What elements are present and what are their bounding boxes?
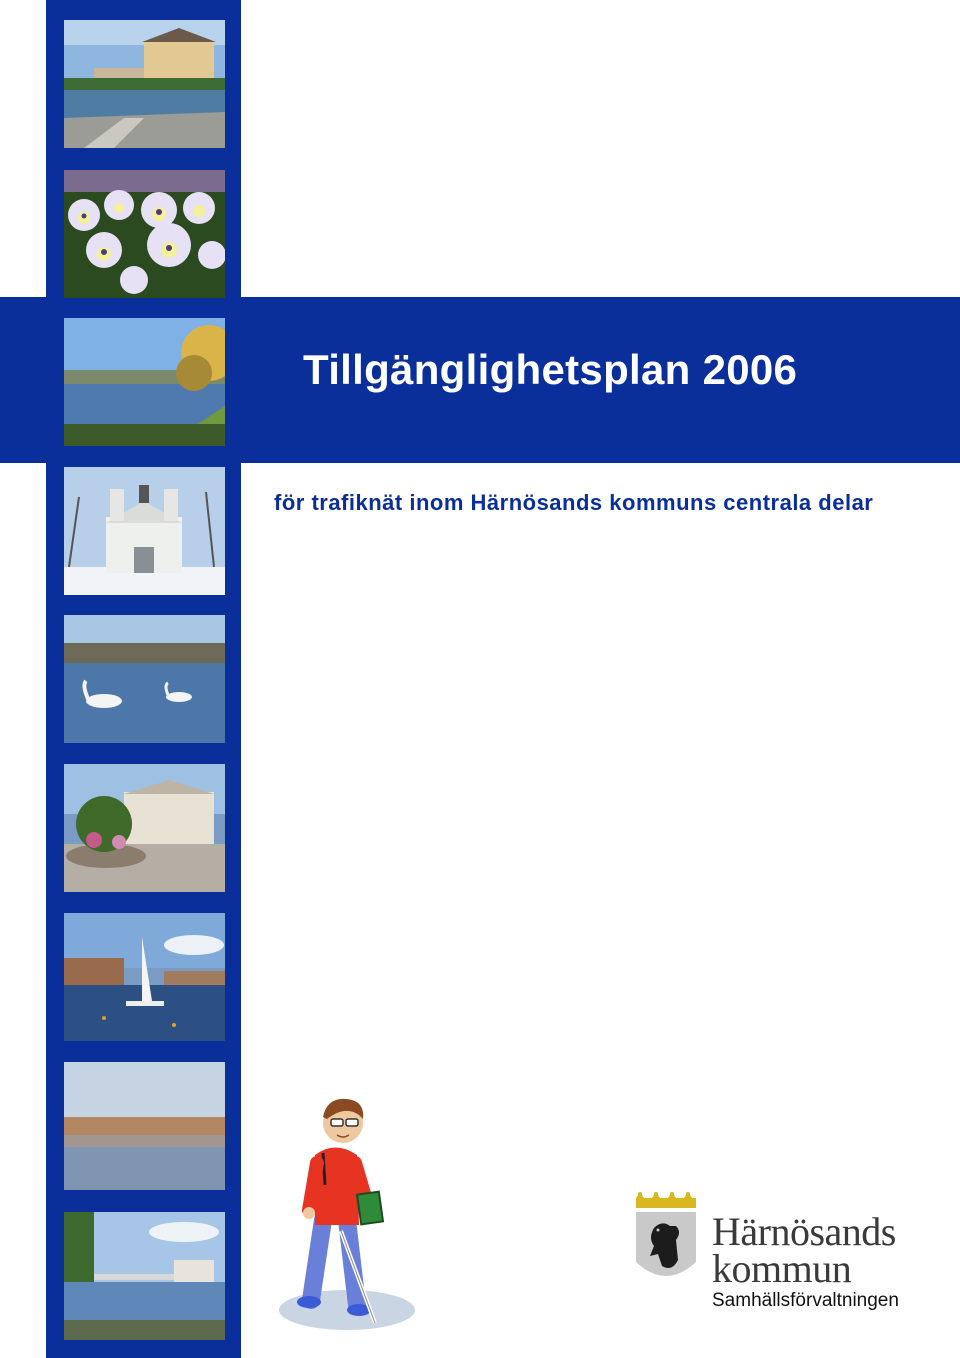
logo-name-line1: Härnösands — [712, 1209, 896, 1254]
photo-town-square — [64, 764, 225, 892]
photo-swans — [64, 615, 225, 743]
document-subtitle: för trafiknät inom Härnösands kommuns centrala delar — [274, 490, 874, 515]
photo-river-bridge — [64, 1212, 225, 1340]
department-name: Samhällsförvaltningen — [712, 1290, 899, 1311]
photo-evening-harbour — [64, 1062, 225, 1190]
photo-pansies — [64, 170, 225, 298]
logo-name-line2: kommun — [712, 1246, 852, 1291]
pictogram-person-with-cane — [275, 1085, 420, 1340]
photo-lake-view — [64, 318, 225, 446]
document-title: Tillgänglighetsplan 2006 — [303, 346, 798, 393]
photo-church-winter — [64, 467, 225, 595]
photo-waterfront-building — [64, 20, 225, 148]
municipal-crest-icon — [632, 1192, 700, 1295]
photo-sailboat — [64, 913, 225, 1041]
